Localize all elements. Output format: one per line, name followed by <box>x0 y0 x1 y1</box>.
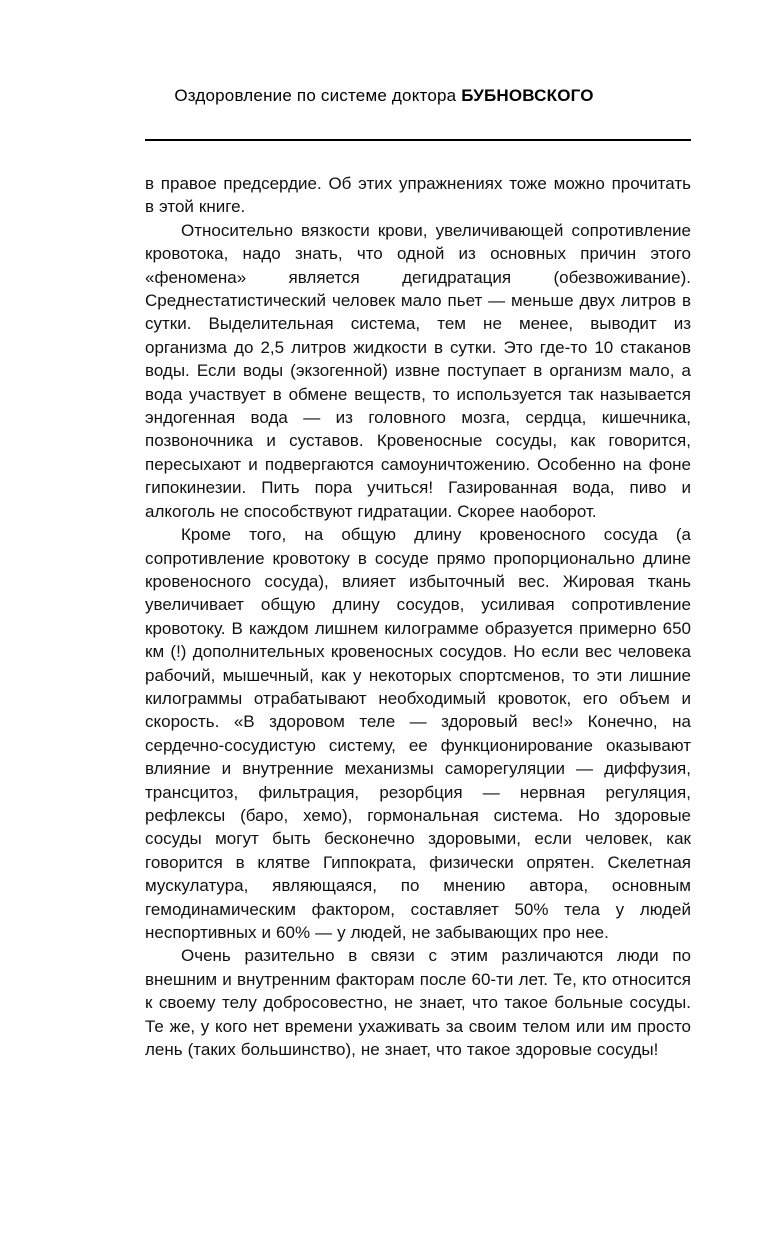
paragraph: в правое предсердие. Об этих упражнениях тоже можно прочитать в этой книге. <box>145 174 691 217</box>
paragraph: Относительно вязкости крови, увеличивающей сопротивление кровотока, надо знать, что одной из основных причин этого «феномена» является дегидратация (обезвоживание). Среднестатистический человек мало пьет — меньше двух литров в сутки. Выделительная система, тем не менее, выводит из организма до 2,5 литров жидкости в сутки. Это где-то 10 стаканов воды. Если воды (экзогенной) извне поступает в организм мало, а вода участвует в обмене веществ, то используется так называется эндогенная вода — из головного мозга, сердца, кишечника, позвоночника и суставов. Кровеносные сосуды, как говорится, пересыхают и подвергаются самоуничтожению. Особенно на фоне гипокинезии. Пить пора учиться! Газированная вода, пиво и алкоголь не способствуют гидратации. Скорее наоборот. <box>145 220 691 521</box>
header-rule <box>145 139 691 141</box>
header-title: Оздоровление по системе доктора <box>174 86 462 105</box>
paragraph: Кроме того, на общую длину кровеносного сосуда (а сопротивление кровотоку в сосуде прямо пропорционально длине кровеносного сосуда), влияет избыточный вес. Жировая ткань увеличивает общую длину сосудов, усиливая сопротивление кровотоку. В каждом лишнем килограмме образуется примерно 650 км (!) дополнительных кровеносных сосудов. Но если вес человека рабочий, мышечный, как у некоторых спортсменов, то эти лишние килограммы отрабатывают необходимый кровоток, его объем и скорость. «В здоровом теле — здоровый вес!» Конечно, на сердечно-сосудистую систему, ее функционирование оказывают влияние и внутренние механизмы саморегуляции — диффузия, трансцитоз, фильтрация, резорбция — нервная регуляция, рефлексы (баро, хемо), гормональная система. Но здоровые сосуды могут быть бесконечно здоровыми, если человек, как говорится в клятве Гиппократа, физически опрятен. Скелетная мускулатура, являющаяся, по мнению автора, основным гемодинамическим фактором, составляет 50% тела у людей неспортивных и 60% — у людей, не забывающих про нее. <box>145 525 691 942</box>
page-header <box>0 86 768 106</box>
paragraph: Очень разительно в связи с этим различаются люди по внешним и внутренним факторам после 60-ти лет. Те, кто относится к своему телу добросовестно, не знает, что такое больные сосуды. Те же, у кого нет времени ухаживать за своим телом или им просто лень (таких большинство), не знает, что такое здоровые сосуды! <box>145 946 691 1060</box>
page-body <box>145 172 691 1061</box>
header-title-bold: БУБНОВСКОГО <box>461 86 594 105</box>
